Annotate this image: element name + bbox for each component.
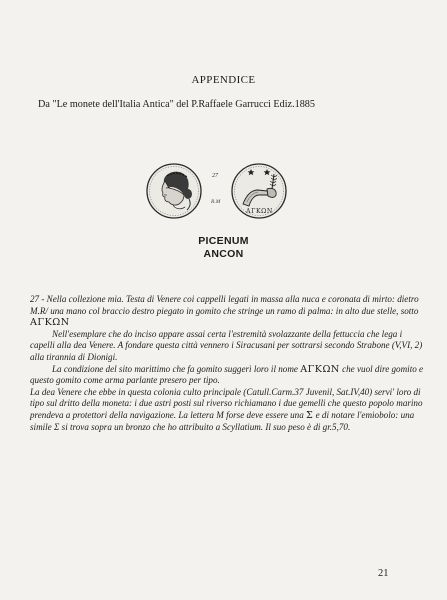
- coin-number-label: 27: [212, 173, 218, 179]
- coin-legend: ΑΓΚΩΝ: [246, 208, 273, 215]
- commentary-text: [30, 294, 425, 433]
- greek-legend: ΑΓΚΩΝ: [30, 317, 70, 329]
- paragraph: 27 - Nella collezione mia. Testa di Venere coi cappelli legati in massa alla nuca e coronata di mirto: dietro M.R/ una mano col braccio destro piegato in gomito che stringe un ramo di palma: in alto due stelle, sotto ΑΓΚΩΝ: [30, 294, 419, 329]
- coin-reverse: [232, 164, 286, 218]
- paragraph: La dea Venere che ebbe in questa colonia culto principale (Catull.Carm.37 Juvenil, Sat.IV,40) servi' loro di tipo sul dritto della moneta: i due astri posti sul riverso richiamano i due gemelli che questo popolo marino prendeva a protettori della navigazione. La lettera M forse deve essere una Σ e di notare l'emiobolo: una simile Σ si trova sopra un bronzo che ho attribuito a Scyllatium. Il suo peso è di gr.5,70.: [30, 386, 423, 432]
- paragraph: Nell'esemplare che do inciso appare assai certa l'estremità svolazzante della fettuccia che lega i capelli alla dea Venere. A fondare questa città vennero i Siracusani per sottrarsi secondo Strabone (V,VI, 2) alla tirannia di Dionigi.: [30, 328, 423, 362]
- city-title: ANCON: [203, 248, 244, 260]
- coin-drawing: [143, 160, 293, 222]
- region-title: PICENUM: [198, 235, 249, 247]
- greek-legend: ΑΓΚΩΝ: [300, 363, 340, 375]
- page-number: 21: [378, 568, 389, 579]
- greek-letter: Σ: [306, 409, 314, 421]
- coin-illustration: [143, 160, 293, 222]
- coin-obverse: [147, 164, 201, 218]
- paragraph: La condizione del sito marittimo che fa gomito suggerì loro il nome ΑΓΚΩΝ che vuol dire gomito e questo gomito come arma parlante presero per tipo.: [30, 363, 424, 386]
- appendix-heading: APPENDICE: [191, 74, 256, 86]
- source-citation: Da "Le monete dell'Italia Antica" del P.Raffaele Garrucci Ediz.1885: [38, 99, 315, 110]
- coin-reverse-label: R.M: [211, 199, 221, 205]
